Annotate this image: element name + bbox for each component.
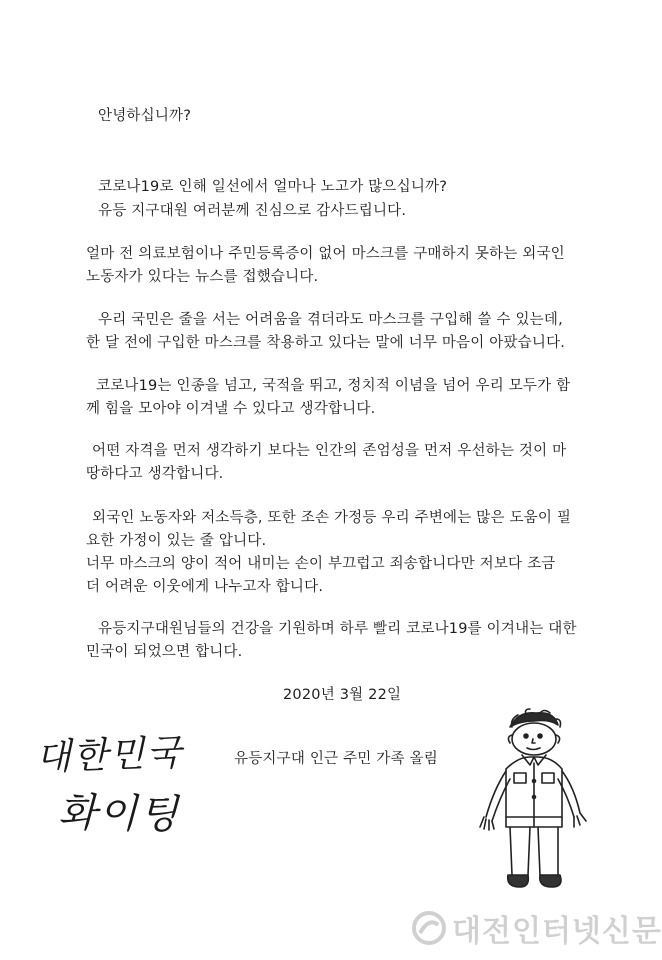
letter-line: 코로나19로 인해 일선에서 얼마나 노고가 많으십니까? [98,179,448,195]
letter-line: 노동자가 있다는 뉴스를 접했습니다. [86,269,319,285]
police-officer-drawing [470,705,620,895]
letter-line: 께 힘을 모아야 이겨낼 수 있다고 생각합니다. [86,401,376,417]
letter-line: 민국이 되었으면 합니다. [86,644,243,660]
letter-line: 우리 국민은 줄을 서는 어려움을 겪더라도 마스크를 구입해 쓸 수 있는데, [98,312,563,328]
letter-line: 유등 지구대원 여러분께 진심으로 감사드립니다. [98,203,407,219]
letter-date: 2020년 3월 22일 [283,687,402,703]
watermark-text: 대전인터넷신문 [452,914,662,949]
letter-line: 외국인 노동자와 저소득층, 또한 조손 가정등 우리 주변에는 많은 도움이 필 [92,510,572,526]
letter-signature: 유등지구대 인근 주민 가족 올림 [234,751,438,767]
newspaper-logo-icon [412,911,446,945]
handwritten-fighting: 화이팅 [57,789,181,839]
letter-line: 유등지구대원님들의 건강을 기원하며 하루 빨리 코로나19를 이겨내는 대한 [98,621,577,637]
letter-line: 한 달 전에 구입한 마스크를 착용하고 있다는 말에 너무 마음이 아팠습니다. [86,335,566,351]
letter-line: 코로나19는 인종을 넘고, 국적을 뛰고, 정치적 이념을 넘어 우리 모두가 함 [96,378,571,394]
newspaper-watermark [412,906,662,950]
letter-line: 요한 가정이 있는 줄 압니다. [86,533,267,549]
handwritten-korea: 대한민국 [35,732,184,779]
letter-line: 어떤 자격을 먼저 생각하기 보다는 인간의 존엄성을 먼저 우선하는 것이 마 [92,443,567,459]
letter-line: 너무 마스크의 양이 적어 내미는 손이 부끄럽고 죄송합니다만 저보다 조금 [86,556,556,572]
letter-line: 더 어려운 이웃에게 나누고자 합니다. [86,579,324,595]
letter-line: 얼마 전 의료보험이나 주민등록증이 없어 마스크를 구매하지 못하는 외국인 [86,246,565,262]
greeting: 안녕하십니까? [98,108,192,124]
letter-line: 땅하다고 생각합니다. [86,466,224,482]
